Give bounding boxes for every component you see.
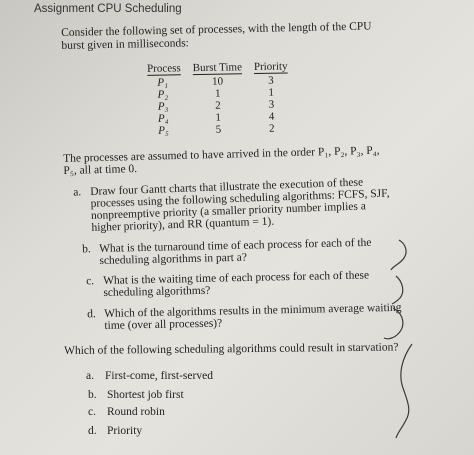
process-cell: P₃ [157,100,169,113]
process-cell: P₁ [157,76,168,89]
burst-cell: 2 [215,99,221,112]
question-text: Which of the algorithms results in the minimum average waiting time (over all processes)? [104,301,402,332]
priority-cell: 1 [268,86,275,99]
priority-cell: 4 [268,110,275,123]
question-label: b. [82,243,91,256]
option-label: d. [88,425,97,437]
question-label: d. [87,308,96,321]
process-cell: P₂ [157,88,169,101]
option-label: a. [86,370,94,382]
option-text: Priority [107,425,143,437]
burst-cell: 1 [214,87,221,100]
option-text: Round robin [107,406,165,418]
pen-stroke-d [384,308,403,339]
option-label: b. [88,389,97,401]
question-text: What is the waiting time of each process for each of these scheduling algorithms? [103,269,370,299]
starvation-question: Which of the following scheduling algorithms could result in starvation? [64,341,399,357]
question-text: What is the turnaround time of each process for each of the scheduling algorithms in part a? [99,236,372,267]
process-cell: P₅ [158,124,169,137]
option-label: c. [88,406,96,418]
assignment-heading: Assignment CPU Scheduling [34,3,182,15]
question-label: a. [73,186,82,199]
pen-stroke-b [391,240,406,270]
burst-cell: 10 [211,75,224,88]
header-process: Process [146,62,181,75]
burst-cell: 5 [215,123,222,136]
priority-cell: 3 [268,98,275,111]
header-burst-time: Burst Time [192,61,243,75]
question-label: c. [86,275,95,288]
process-cell: P₄ [157,112,169,125]
pen-stroke-starvation [396,344,412,438]
arrival-assumption: The processes are assumed to have arrived in the order P₁, P₂, P₃, P₄, P₅, all at time 0. [63,144,380,177]
priority-cell: 2 [268,122,275,135]
option-text: First-come, first-served [105,370,213,382]
header-priority: Priority [253,60,288,74]
option-text: Shortest job first [107,389,184,401]
question-text: Draw four Gantt charts that illustrate the execution of these processes using the following scheduling algorithms: FCFS, SJF, nonpreemptive priority (a smaller priority number implies a higher priority), and RR (quantum = 1). [90,176,390,234]
pen-stroke-c [392,276,403,304]
priority-cell: 3 [268,74,274,87]
burst-cell: 1 [215,111,222,124]
intro-text: Consider the following set of processes, with the length of the CPU burst given in milliseconds: [61,20,372,52]
